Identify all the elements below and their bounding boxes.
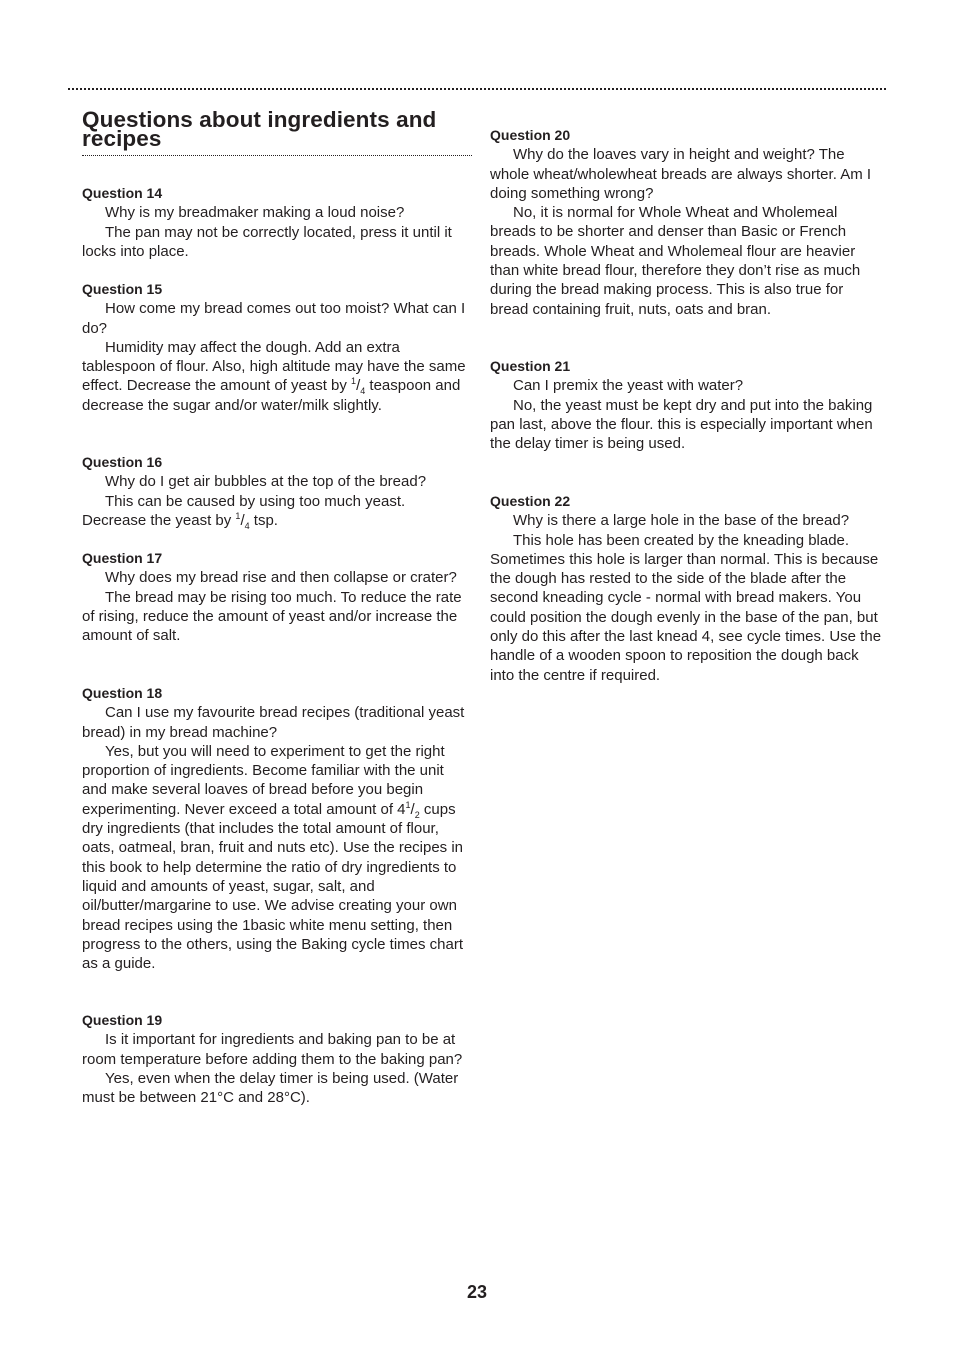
question-15 bbox=[82, 280, 472, 415]
question-18 bbox=[82, 684, 472, 973]
question-text: Why does my bread rise and then collapse or crater? bbox=[105, 569, 457, 587]
answer-text-part: This can be caused by using too much yeast. Decrease the yeast by bbox=[82, 492, 406, 529]
fraction-denominator: 4 bbox=[360, 386, 366, 397]
question-text: Is it important for ingredients and baking pan to be at room temperature before adding them to the baking pan? bbox=[82, 1031, 463, 1068]
page-title: Questions about ingredients and recipes bbox=[82, 107, 437, 151]
top-dotted-rule bbox=[68, 88, 886, 90]
question-16 bbox=[82, 453, 472, 530]
question-14 bbox=[82, 184, 472, 261]
question-heading: Question 22 bbox=[490, 493, 571, 509]
question-text: Can I premix the yeast with water? bbox=[513, 377, 744, 395]
question-17 bbox=[82, 549, 472, 645]
answer-text: The pan may not be correctly located, press it until it locks into place. bbox=[82, 223, 452, 260]
question-22 bbox=[490, 492, 882, 685]
question-heading: Question 16 bbox=[82, 454, 163, 470]
question-text: Why is there a large hole in the base of the bread? bbox=[513, 512, 850, 530]
fraction-denominator: 2 bbox=[414, 809, 420, 820]
question-19 bbox=[82, 1011, 472, 1107]
answer-text: The bread may be rising too much. To reduce the rate of rising, reduce the amount of yeast and/or increase the amount of salt. bbox=[82, 588, 462, 645]
answer-text: This can be caused by using too much yeast. Decrease the yeast by $^1/_4$ tsp. bbox=[82, 492, 406, 531]
answer-text-part: Humidity may affect the dough. Add an extra tablespoon of flour. Also, high altitude may have the same effect. Decrease the amount of yeast by bbox=[82, 338, 466, 395]
question-heading: Question 15 bbox=[82, 281, 163, 297]
fraction-numerator: 1 bbox=[235, 510, 241, 521]
question-text: Why do the loaves vary in height and weight? The whole wheat/wholewheat breads are always shorter. Am I doing something wrong? bbox=[490, 146, 872, 202]
question-heading: Question 19 bbox=[82, 1012, 163, 1028]
question-text: Can I use my favourite bread recipes (traditional yeast bread) in my bread machine? bbox=[82, 704, 465, 741]
question-text: How come my bread comes out too moist? What can I do? bbox=[82, 300, 466, 337]
answer-text: This hole has been created by the kneading blade. Sometimes this hole is larger than normal. This is because the dough has rested to the side of the blade after the second kneading cycle - normal with bread makers. You could position the dough evenly in the base of the pan, but only do this after the last knead 4, see cycle times. Use the handle of a wooden spoon to reposition the dough back into the centre if required. bbox=[490, 531, 882, 684]
question-text: Why do I get air bubbles at the top of the bread? bbox=[105, 473, 427, 491]
answer-text: Humidity may affect the dough. Add an extra tablespoon of flour. Also, high altitude may have the same effect. Decrease the amount of yeast by $^1/_4$ teaspoon and decrease the sugar and/or water/milk slightly. bbox=[82, 338, 466, 414]
answer-text-part: cups dry ingredients (that includes the total amount of flour, oats, oatmeal, bran, fruit and nuts etc). Use the recipes in this book to help determine the ratio of dry ingredients to liquid and amounts of yeast, sugar, salt, and oil/butter/margarine to use. We advise creating your own bread recipes using the 1basic white menu setting, then progress to the others, using the Baking cycle times chart as a guide. bbox=[82, 800, 464, 973]
question-heading: Question 18 bbox=[82, 685, 163, 701]
answer-text: Yes, but you will need to experiment to get the right proportion of ingredients. Become familiar with the unit and make several loaves of bread before you begin experimenting. Never exceed a total amount of $4^1/_2$ cups dry ingredients (that includes the total amount of flour, oats, oatmeal, bran, fruit and nuts etc). Use the recipes in this book to help determine the ratio of dry ingredients to liquid and amounts of yeast, sugar, salt, and oil/butter/margarine to use. We advise creating your own bread recipes using the 1basic white menu setting, then progress to the others, using the Baking cycle times chart as a guide. bbox=[82, 742, 464, 973]
question-heading: Question 17 bbox=[82, 550, 163, 566]
question-heading: Question 21 bbox=[490, 358, 571, 374]
question-heading: Question 20 bbox=[490, 127, 571, 143]
answer-text-part: tsp. bbox=[249, 511, 278, 529]
title-dotted-rule bbox=[82, 155, 472, 156]
answer-text-part: teaspoon and decrease the sugar and/or water/milk slightly. bbox=[82, 377, 461, 414]
question-20 bbox=[490, 126, 882, 319]
answer-text-part: Yes, but you will need to experiment to get the right proportion of ingredients. Become familiar with the unit and make several loaves of bread before you begin experimenting. Never exceed a total amount of 4 bbox=[82, 742, 445, 818]
answer-text: No, the yeast must be kept dry and put into the baking pan last, above the flour. this is especially important when the delay timer is being used. bbox=[490, 396, 873, 453]
fraction-denominator: 4 bbox=[244, 520, 250, 531]
answer-text: No, it is normal for Whole Wheat and Wholemeal breads to be shorter and denser than Basic or French breads. Whole Wheat and Wholemeal flour are heavier than white bread flour, therefore they don’t rise as much during the bread making process. This is also true for bread containing fruit, nuts, oats and bran. bbox=[490, 204, 861, 318]
question-heading: Question 14 bbox=[82, 185, 163, 201]
fraction-numerator: 1 bbox=[405, 799, 411, 810]
question-text: Why is my breadmaker making a loud noise? bbox=[105, 204, 405, 222]
answer-text: Yes, even when the delay timer is being used. (Water must be between 21°C and 28°C). bbox=[82, 1069, 459, 1107]
fraction-numerator: 1 bbox=[351, 376, 357, 387]
question-21 bbox=[490, 357, 882, 453]
page-number: 23 bbox=[466, 1282, 488, 1302]
